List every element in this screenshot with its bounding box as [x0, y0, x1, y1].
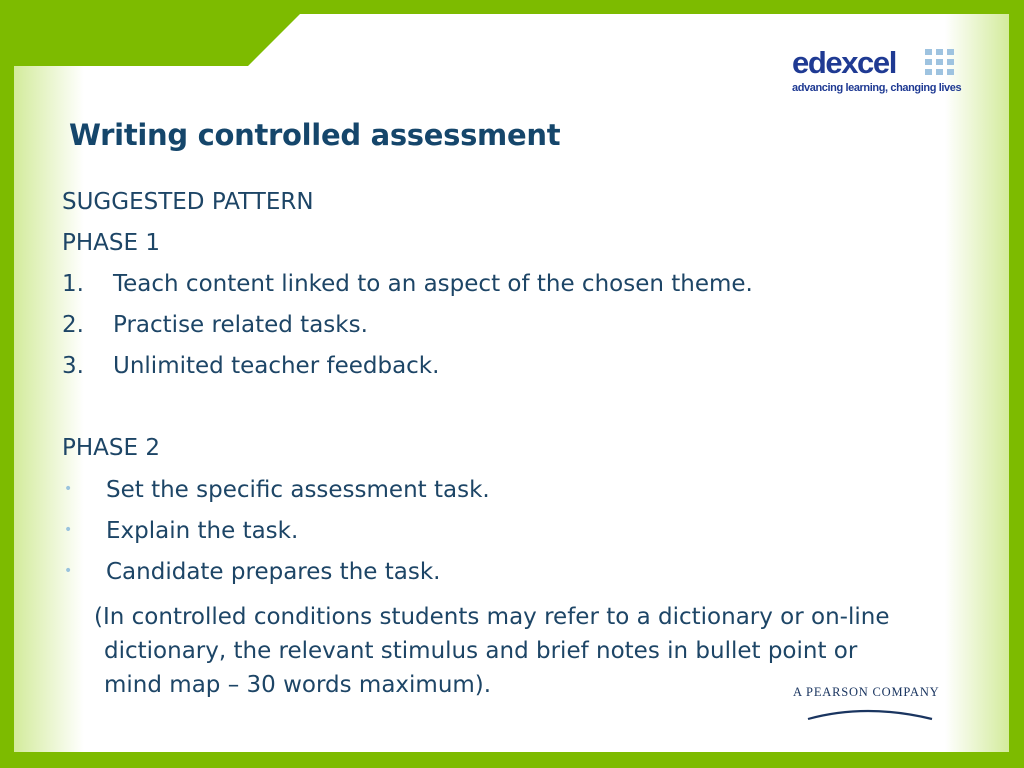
slide-content: [62, 186, 1002, 702]
slide-title: Writing controlled assessment: [69, 118, 561, 152]
bullet-item-text: Set the specific assessment task.: [106, 477, 490, 503]
pearson-swoosh-icon: [806, 705, 936, 721]
edexcel-logo-wordmark: edexcel: [792, 45, 896, 80]
bullet-item-text: Explain the task.: [106, 518, 299, 544]
bullet-item: [62, 473, 1002, 514]
list-item-number: 1.: [62, 271, 84, 297]
list-item-number: 2.: [62, 312, 84, 338]
note-line: (In controlled conditions students may refer to a dictionary or on-line: [94, 604, 890, 630]
bullet-icon: •: [64, 481, 73, 497]
list-item-text: Unlimited teacher feedback.: [113, 353, 440, 379]
list-item: [62, 268, 1002, 309]
subtitle: SUGGESTED PATTERN: [62, 189, 314, 215]
edexcel-logo-grid-icon: [925, 49, 955, 79]
phase2-heading: PHASE 2: [62, 435, 160, 461]
phase1-heading: PHASE 1: [62, 230, 160, 256]
bullet-item-text: Candidate prepares the task.: [106, 559, 441, 585]
bullet-item: [62, 555, 1002, 596]
list-item: [62, 309, 1002, 350]
bullet-icon: •: [64, 522, 73, 538]
note-line: dictionary, the relevant stimulus and brief notes in bullet point or: [104, 638, 858, 664]
list-item-text: Teach content linked to an aspect of the chosen theme.: [113, 271, 753, 297]
spacer: [62, 391, 1002, 432]
bullet-item: [62, 514, 1002, 555]
pearson-company-label: A PEARSON COMPANY: [793, 685, 940, 699]
list-item-text: Practise related tasks.: [113, 312, 368, 338]
note-line: mind map – 30 words maximum).: [104, 672, 492, 698]
edexcel-logo-tagline: advancing learning, changing lives: [792, 82, 962, 94]
list-item: [62, 350, 1002, 391]
list-item-number: 3.: [62, 353, 84, 379]
bullet-icon: •: [64, 563, 73, 579]
